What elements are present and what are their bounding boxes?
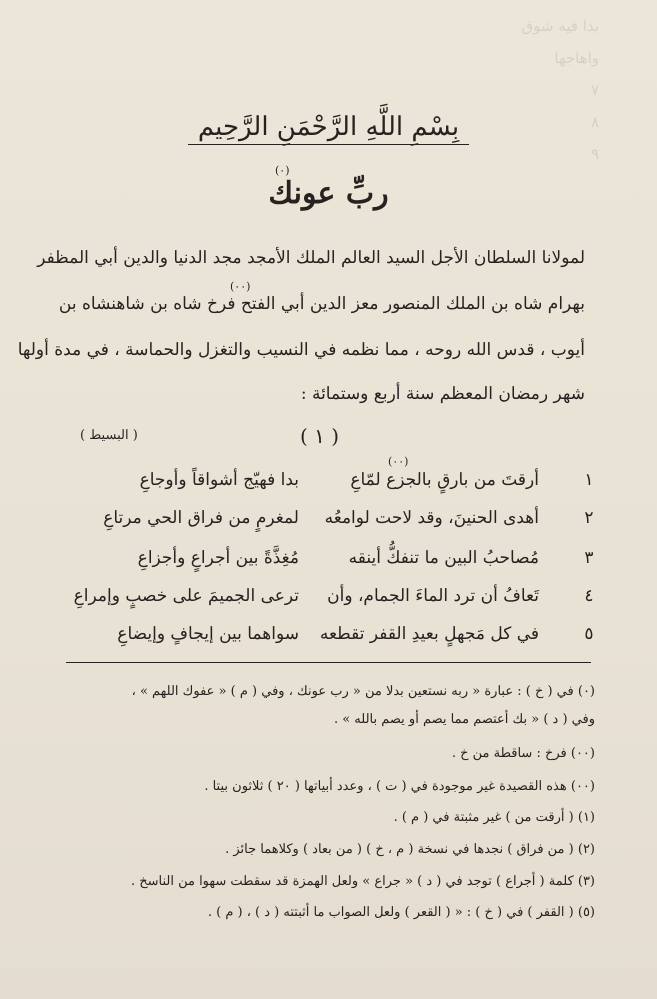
verse-number: ٣ <box>584 548 594 568</box>
footnote-line: (٠) في ( خ ) : عبارة « ربه نستعين بدلا من « رب عونك ، وفي ( م ) « عفوك اللهم » ، <box>131 684 595 699</box>
ghost-line: ٧ <box>590 81 599 99</box>
verse-row <box>72 586 599 616</box>
footnote-line: وفي ( د ) « بك أعتصم مما يصم أو يصم بالله » . <box>333 712 595 727</box>
bleed-through-text <box>299 10 599 170</box>
verse-first-hemistich: أرقتَ من بارقٍ بالجزع لمّاعِ <box>350 470 539 490</box>
poem-number: ( ١ ) <box>300 424 340 448</box>
verse-number: ٥ <box>584 624 594 644</box>
verse-footnote-mark: (٠٠) <box>388 455 409 468</box>
footnote-divider <box>66 662 591 663</box>
intro-line: شهر رمضان المعظم سنة أربع وستمائة : <box>300 384 585 404</box>
footnote-line: (٠٠) هذه القصيدة غير موجودة في ( ت ) ، وعدد أبياتها ( ٢٠ ) ثلاثون بيتا . <box>204 779 595 794</box>
footnote-line: (٢) ( من فراق ) نجدها في نسخة ( م ، خ ) ( من بعاد ) وكلاهما جائز . <box>225 842 595 857</box>
verse-first-hemistich: تَعافُ أن ترد الماءَ الجمام، وأن <box>327 586 539 606</box>
verse-first-hemistich: مُصاحبُ البين ما تنفكُّ أينقه <box>348 548 539 568</box>
verse-first-hemistich: في كل مَجهلٍ بعيدِ القفر تقطعه <box>319 624 539 644</box>
basmala-heading <box>0 112 657 142</box>
footnote-line: (١) ( أرقت من ) غير مثبتة في ( م ) . <box>393 810 595 825</box>
verse-number: ٢ <box>584 508 594 528</box>
verse-second-hemistich: لمغرمٍ من فراق الحي مرتاعِ <box>103 508 299 528</box>
verse-row <box>72 624 599 654</box>
verse-second-hemistich: سواهما بين إيجافٍ وإيضاعِ <box>117 624 299 644</box>
verse-first-hemistich: أهدى الحنينَ، وقد لاحت لوامعُه <box>324 508 539 528</box>
ghost-line: ٨ <box>590 113 599 131</box>
basmala-text: بِسْمِ اللَّهِ الرَّحْمَنِ الرَّحِيم <box>188 112 469 145</box>
poem-meter: ( البسيط ) <box>80 428 138 443</box>
verse-second-hemistich: ترعى الجميمَ على خصبٍ وإمراعِ <box>73 586 299 606</box>
verse-row <box>72 470 599 500</box>
ghost-line: ٩ <box>590 145 599 163</box>
intro-line: لمولانا السلطان الأجل السيد العالم الملك الأمجد مجد الدنيا والدين أبي المظفر <box>37 248 585 268</box>
verse-row <box>72 548 599 578</box>
intro-line: بهرام شاه بن الملك المنصور معز الدين أبي الفتح فرخ شاه بن شاهنشاه بن <box>58 294 585 314</box>
footnote-line: (٥) ( القفر ) في ( خ ) : « ( القعر ) ولعل الصواب ما أثبتته ( د ) ، ( م ) . <box>207 905 595 920</box>
verse-number: ١ <box>584 470 594 490</box>
verse-number: ٤ <box>584 586 594 606</box>
ghost-line: بدا فيه شوق <box>521 17 599 35</box>
ghost-line: واهاجها <box>554 49 599 67</box>
intro-footnote-mark: (٠٠) <box>230 280 251 293</box>
verse-second-hemistich: بدا فهيّج أشواقاً وأوجاعِ <box>139 470 299 490</box>
verse-second-hemistich: مُغِذَّةً بين أجراعٍ وأجزاعِ <box>137 548 299 568</box>
intro-line: أيوب ، قدس الله روحه ، مما نظمه في النسيب والتغزل والحماسة ، في مدة أولها <box>17 340 585 360</box>
footnote-line: (٣) كلمة ( أجراع ) توجد في ( د ) « جراع » ولعل الهمزة قد سقطت سهوا من الناسخ . <box>130 874 595 889</box>
footnote-line: (٠٠) فرخ : ساقطة من خ . <box>451 746 595 761</box>
page-title: ربِّ عونك <box>268 176 389 211</box>
title-footnote-mark: (٠) <box>275 164 290 177</box>
verse-row <box>72 508 599 538</box>
